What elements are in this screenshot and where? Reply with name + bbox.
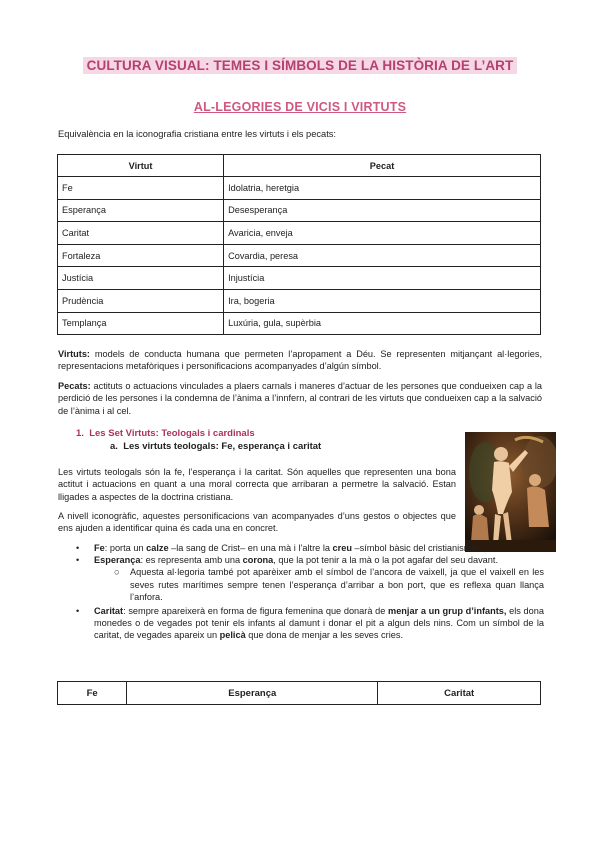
fe-text-1: : porta un	[104, 543, 147, 553]
table-cell: Injustícia	[224, 267, 541, 290]
esperanca-label: Esperança	[94, 555, 141, 566]
allegory-painting-image	[465, 432, 556, 552]
virtues-bullet-list	[58, 542, 544, 642]
subsection-heading	[110, 441, 321, 452]
caritat-label: Caritat	[94, 606, 124, 617]
section-heading	[76, 428, 255, 439]
fe-text-3: –símbol bàsic del cristianisme–.	[351, 543, 485, 553]
pecats-text: actituts o actuacions vinculades a plaers carnals i maneres d’actuar de les persones que condueixen cap a la perdició de les persones i la condemna de l’ànima a l’innfern, al contrari de les virtuts que condueixen cap a la salvació de l’ànima i al cel.	[58, 381, 543, 416]
virtuts-label: Virtuts:	[58, 349, 90, 359]
table-cell: Templança	[58, 312, 224, 335]
header-virtut: Virtut	[58, 155, 224, 177]
fe-text-2: –la sang de Crist– en una mà i l’altre la	[168, 543, 333, 553]
table-cell: Idolatria, heretgia	[224, 177, 541, 200]
header-esperanca: Esperança	[127, 682, 378, 705]
table-cell: Esperança	[58, 199, 224, 222]
list-item-caritat	[58, 605, 544, 642]
intro-text: Equivalència en la iconografia cristiana entre les virtuts i els pecats:	[58, 129, 337, 139]
list-item-fe	[58, 542, 544, 554]
virtuts-text: models de conducta humana que permeten l’apropament a Déu. Se representen mitjançant al·legories, representacions metafòriques i personificacions acompanyades d’algún símbol.	[58, 349, 543, 372]
header-caritat: Caritat	[378, 682, 541, 705]
table-cell: Fortaleza	[58, 244, 224, 267]
page-title: CULTURA VISUAL: TEMES I SÍMBOLS DE LA HISTÒRIA DE L’ART	[83, 57, 518, 74]
bullet-icon: •	[76, 606, 80, 617]
table-cell: Desesperança	[224, 199, 541, 222]
caritat-text-2: els dona monedes o de vegades pot tenir els infants al damunt i donar el pit a algun dels nins. Com un símbol de la caritat, de vegades apareix un	[94, 606, 544, 641]
subsection-title: Les virtuts teologals: Fe, esperança i caritat	[123, 441, 322, 452]
table-header-row	[58, 682, 541, 705]
table-cell: Caritat	[58, 222, 224, 245]
table-row	[58, 177, 541, 200]
subtitle-container	[0, 98, 600, 116]
section-title: Les Set Virtuts: Teologals i cardinals	[89, 428, 255, 439]
table-cell: Avaricia, enveja	[224, 222, 541, 245]
theological-virtues-table	[57, 681, 541, 705]
list-item-esperanca-sub	[58, 566, 544, 603]
table-cell: Covardia, peresa	[224, 244, 541, 267]
caritat-bold-1: menjar a un grup d’infants,	[388, 606, 507, 617]
table-cell: Fe	[58, 177, 224, 200]
fe-bold-2: creu	[332, 543, 352, 553]
esperanca-text-2: , que la pot tenir a la mà o la pot agafar del seu davant.	[273, 555, 499, 566]
subsection-letter: a.	[110, 441, 118, 452]
list-item-esperanca	[58, 554, 544, 566]
table-row	[58, 244, 541, 267]
page-subtitle: AL-LEGORIES DE VICIS I VIRTUTS	[193, 100, 407, 114]
table-row	[58, 289, 541, 312]
caritat-bold-2: pelicà	[219, 630, 246, 641]
virtues-sins-table	[57, 154, 541, 335]
table-row	[58, 199, 541, 222]
bullet-icon: •	[76, 555, 80, 566]
table-row	[58, 222, 541, 245]
table-cell: Luxúria, gula, supèrbia	[224, 312, 541, 335]
table-header-row	[58, 155, 541, 177]
section-number: 1.	[76, 428, 84, 439]
header-fe: Fe	[58, 682, 127, 705]
table-row	[58, 267, 541, 290]
esperanca-sub-text: Aquesta al·legoria també pot aparèixer amb el símbol de l’ancora de vaixell, ja que el vaixell en les seves rutes marítimes sempre tenen l’esperança d’arribar a bon port, que es reflexa quan llança l’anfora.	[130, 567, 544, 602]
header-pecat: Pecat	[224, 155, 541, 177]
pecats-label: Pecats:	[58, 381, 91, 391]
table-row	[58, 312, 541, 335]
esperanca-bold-1: corona	[242, 555, 274, 566]
iconografic-paragraph: A nivell iconogràfic, aquestes personificacions van acompanyades d’uns gestos o objectes que ens ajuden a identificar quina és cada una en concret.	[58, 511, 456, 534]
sub-bullet-icon: ○	[114, 567, 120, 578]
esperanca-text-1: : es representa amb una	[140, 555, 243, 566]
caritat-text-1: : sempre apareixerà en forma de figura femenina que donarà de	[123, 606, 389, 617]
caritat-text-3: que dona de menjar a les seves cries.	[245, 630, 403, 641]
fe-label: Fe	[94, 543, 105, 553]
fe-bold-1: calze	[146, 543, 169, 553]
virtuts-definition	[58, 348, 542, 373]
table-cell: Ira, bogeria	[224, 289, 541, 312]
title-container	[0, 57, 600, 75]
teologals-paragraph: Les virtuts teologals són la fe, l’esperança i la caritat. Són aquelles que representen una bona actitut i actuacions en quant a una moral correcta que arribaran a permetre la salvació. Estan lligades a aspectes de la doctrina cristiana.	[58, 467, 456, 502]
table-cell: Prudència	[58, 289, 224, 312]
table-cell: Justícia	[58, 267, 224, 290]
pecats-definition	[58, 380, 542, 417]
bullet-icon: •	[76, 543, 80, 553]
